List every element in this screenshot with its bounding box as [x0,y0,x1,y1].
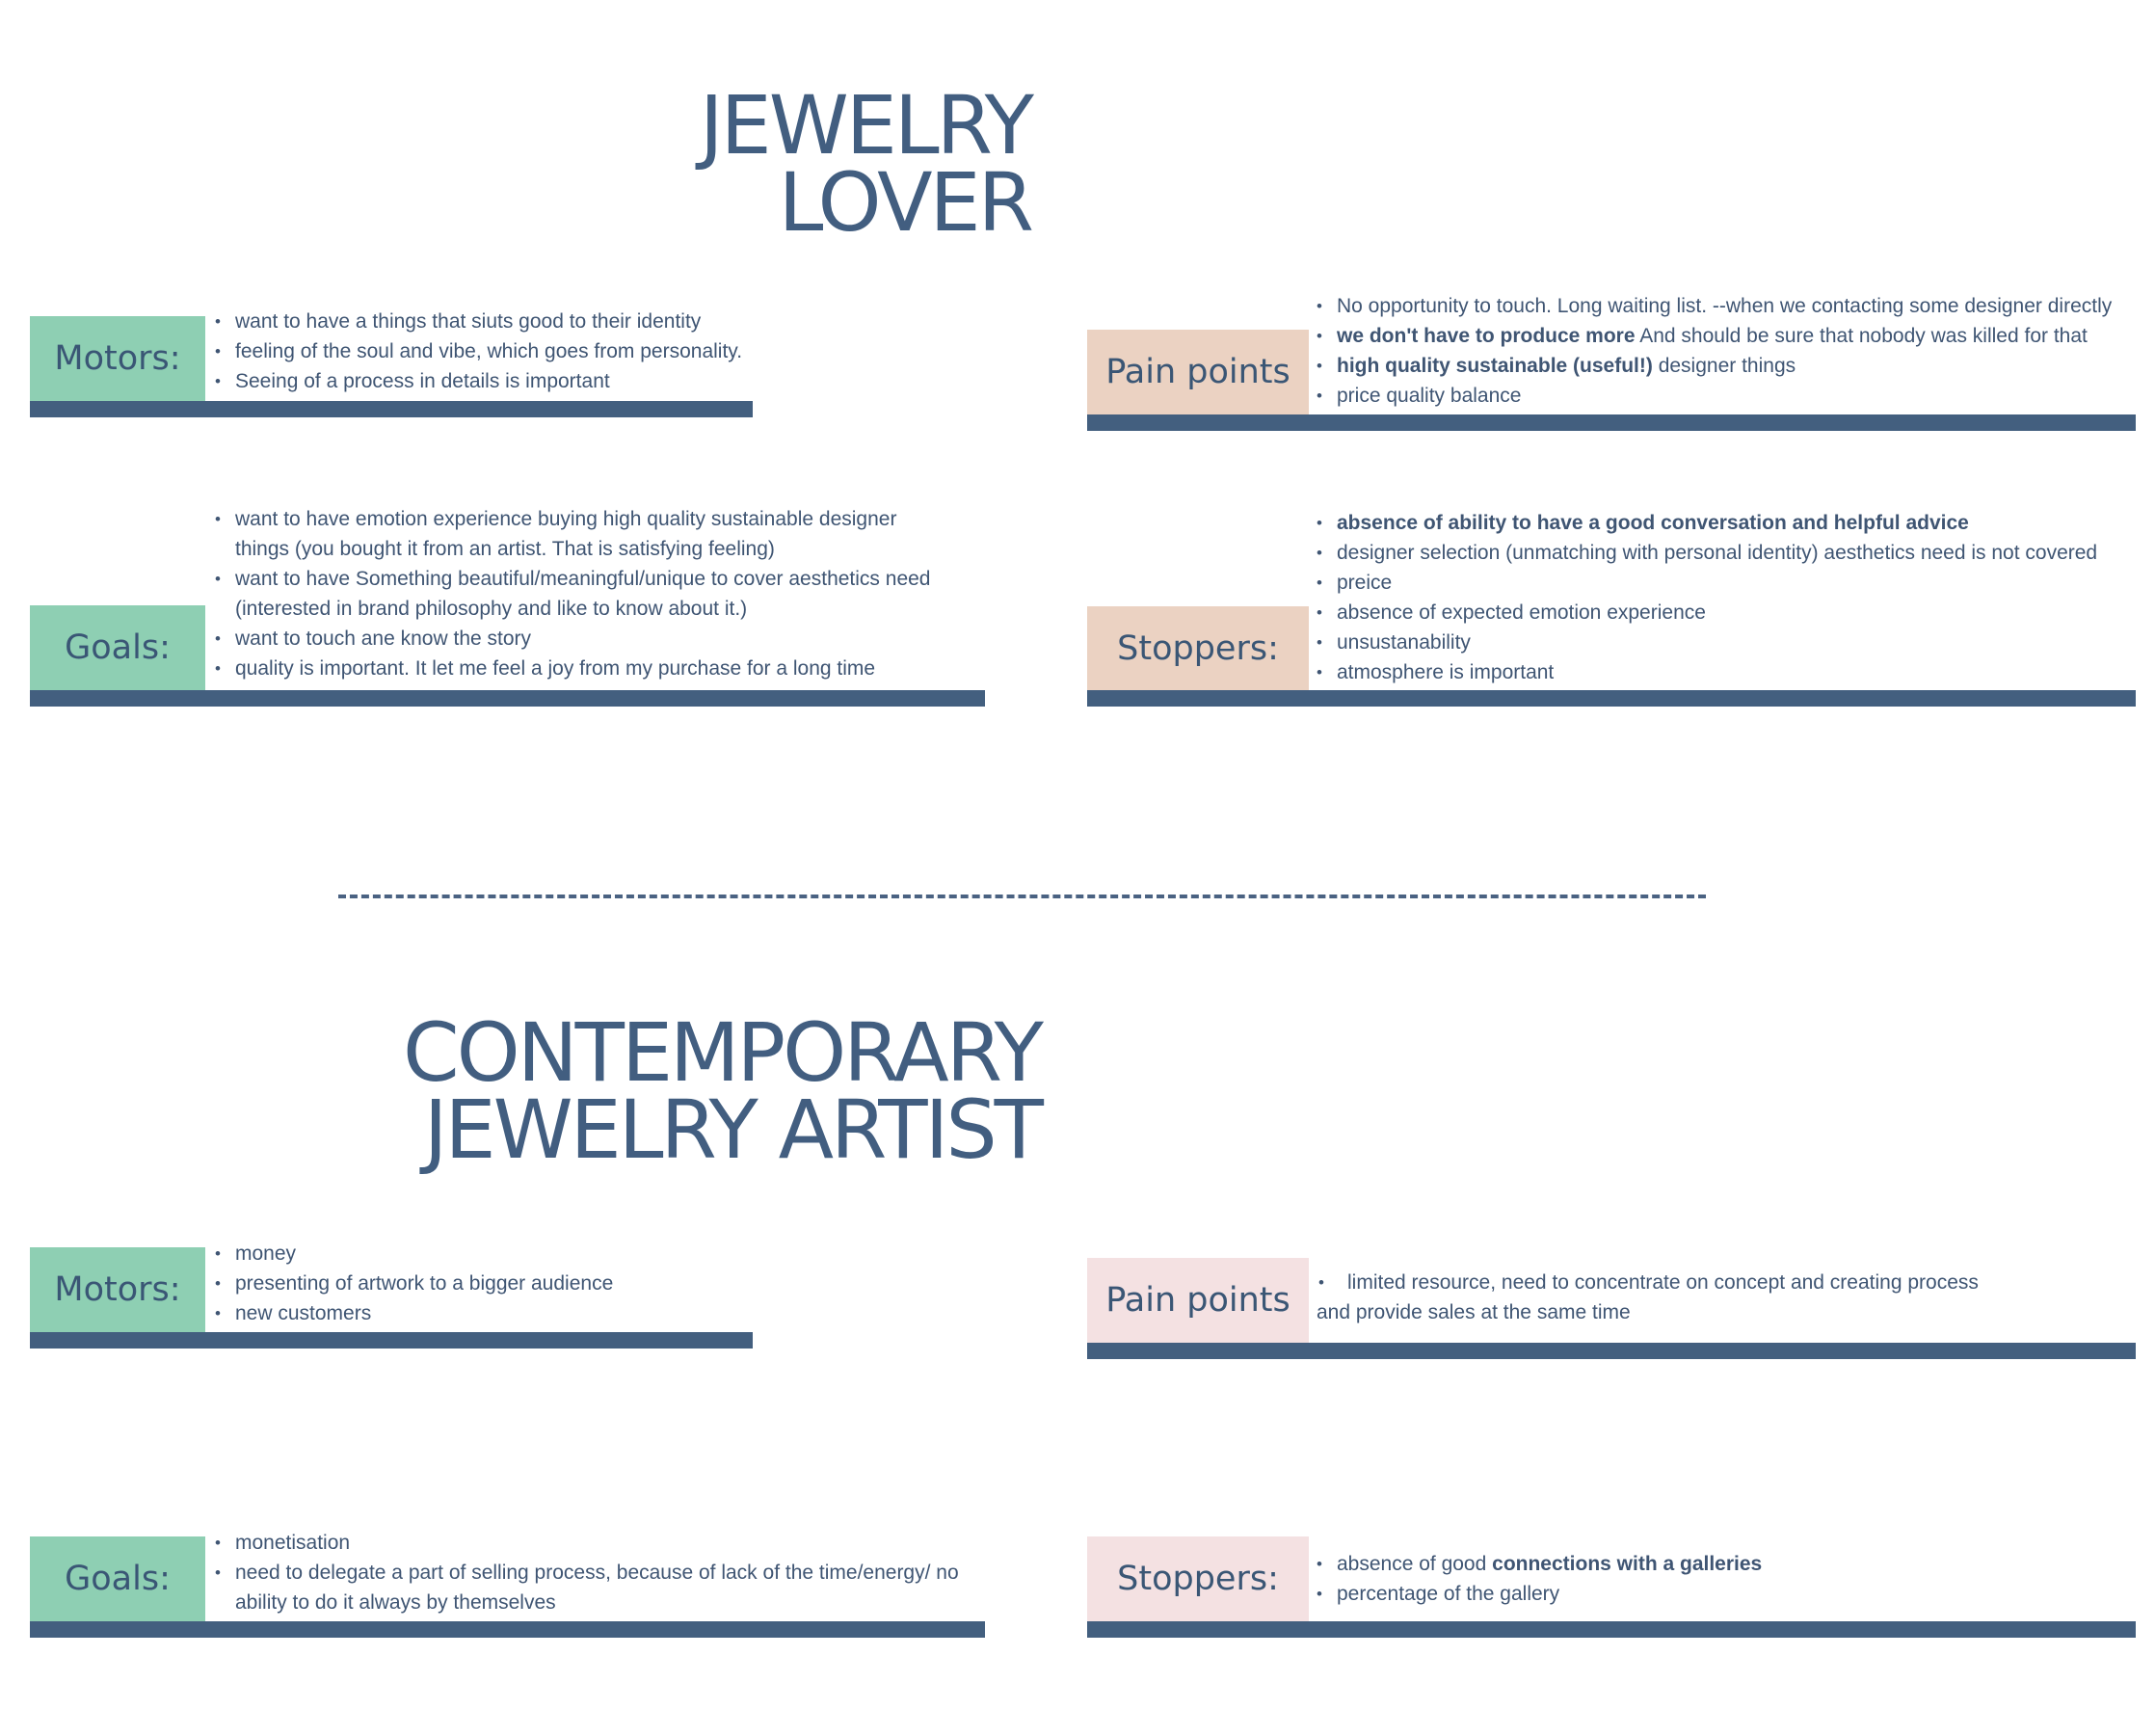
title-line-2: LOVER [778,155,1031,250]
goals-label: Goals: [30,605,205,690]
goals-card [30,1528,985,1639]
item-bold: high quality sustainable (useful!) [1337,355,1653,377]
section-divider [338,895,1706,898]
item-text: atmosphere is important [1337,661,1555,683]
item-text: price quality balance [1337,385,1522,407]
list-item [1315,657,2097,687]
motors-card [30,307,753,418]
list-item: • want to have a things that siuts good to their identity [213,307,742,336]
goals-bar [30,1621,985,1638]
list-item: • new customers [213,1298,613,1328]
list-item: • money [213,1239,613,1269]
persona-title-jewelry-lover [578,78,1031,250]
list-item [1315,321,2112,351]
list-item [1315,568,2097,598]
list-item [1315,598,2097,628]
pain-points-card [1087,291,2136,431]
pain-points-card [1087,1258,2136,1359]
persona-title-contemporary-jewelry-artist [366,1005,1041,1177]
goals-card [30,504,985,707]
list-item-continuation: and provide sales at the same time [1317,1301,1631,1323]
list-item: • limited resource, need to concentrate on concept and creating process [1317,1268,1979,1297]
pain-points-label: Pain points [1087,330,1309,414]
pain-points-label: Pain points [1087,1258,1309,1343]
item-bold: absence of ability to have a good conversation and helpful advice [1337,512,1969,534]
item-text: designer selection (unmatching with personal identity) aesthetics need is not covered [1337,542,2098,564]
list-item [1315,291,2112,321]
list-item: • quality is important. It let me feel a joy from my purchase for a long time [213,654,984,683]
motors-card [30,1239,753,1349]
item-text: designer things [1652,355,1796,377]
list-item: • monetisation [213,1528,987,1558]
pain-points-bar [1087,1343,2136,1359]
list-item [1315,1579,1762,1609]
pain-points-list [1317,1268,1979,1327]
list-item: • want to touch ane know the story [213,624,984,654]
pain-points-list [1315,291,2112,411]
motors-label: Motors: [30,316,205,401]
stoppers-card [1087,508,2136,707]
item-text: absence of expected emotion experience [1337,601,1706,624]
stoppers-label: Stoppers: [1087,1536,1309,1621]
stoppers-label: Stoppers: [1087,606,1309,690]
item-bold: we don't have to produce more [1337,325,1636,347]
item-text: percentage of the gallery [1337,1583,1560,1605]
motors-label: Motors: [30,1247,205,1332]
list-item: • Seeing of a process in details is important [213,366,742,396]
list-item [1315,351,2112,381]
goals-bar [30,690,985,707]
item-bold: connections with a galleries [1492,1553,1763,1575]
goals-label: Goals: [30,1536,205,1621]
stoppers-bar [1087,690,2136,707]
item-text: No opportunity to touch. Long waiting list. --when we contacting some designer directly [1337,295,2113,317]
list-item [1315,538,2097,568]
goals-list [213,504,984,683]
title-line-2: JEWELRY ARTIST [423,1082,1041,1177]
list-item: • need to delegate a part of selling process, because of lack of the time/energy/ no ability to do it always by themselves [213,1558,987,1617]
list-item [1315,508,2097,538]
title-line-1: CONTEMPORARY [403,1005,1041,1100]
list-item [1315,1549,1762,1579]
list-item: • presenting of artwork to a bigger audience [213,1269,613,1298]
item-text: preice [1337,572,1393,594]
title-line-1: JEWELRY [699,78,1031,173]
list-item [1315,381,2112,411]
motors-bar [30,1332,753,1349]
goals-list [213,1528,987,1617]
stoppers-card [1087,1536,2136,1639]
stoppers-bar [1087,1621,2136,1638]
list-item: • want to have emotion experience buying high quality sustainable designer things (you bought it from an artist. That is satisfying feeling) [213,504,910,564]
motors-list [213,307,742,396]
stoppers-list [1315,1549,1762,1609]
motors-list [213,1239,613,1328]
stoppers-list [1315,508,2097,687]
list-item: • want to have Something beautiful/meaningful/unique to cover aesthetics need (interested in brand philosophy and like to know about it.) [213,564,977,624]
item-text: unsustanability [1337,631,1471,654]
item-text: And should be sure that nobody was killed for that [1635,325,2088,347]
item-text: absence of good [1337,1553,1493,1575]
list-item [1315,628,2097,657]
motors-bar [30,401,753,417]
pain-points-bar [1087,414,2136,431]
list-item: • feeling of the soul and vibe, which goes from personality. [213,336,742,366]
